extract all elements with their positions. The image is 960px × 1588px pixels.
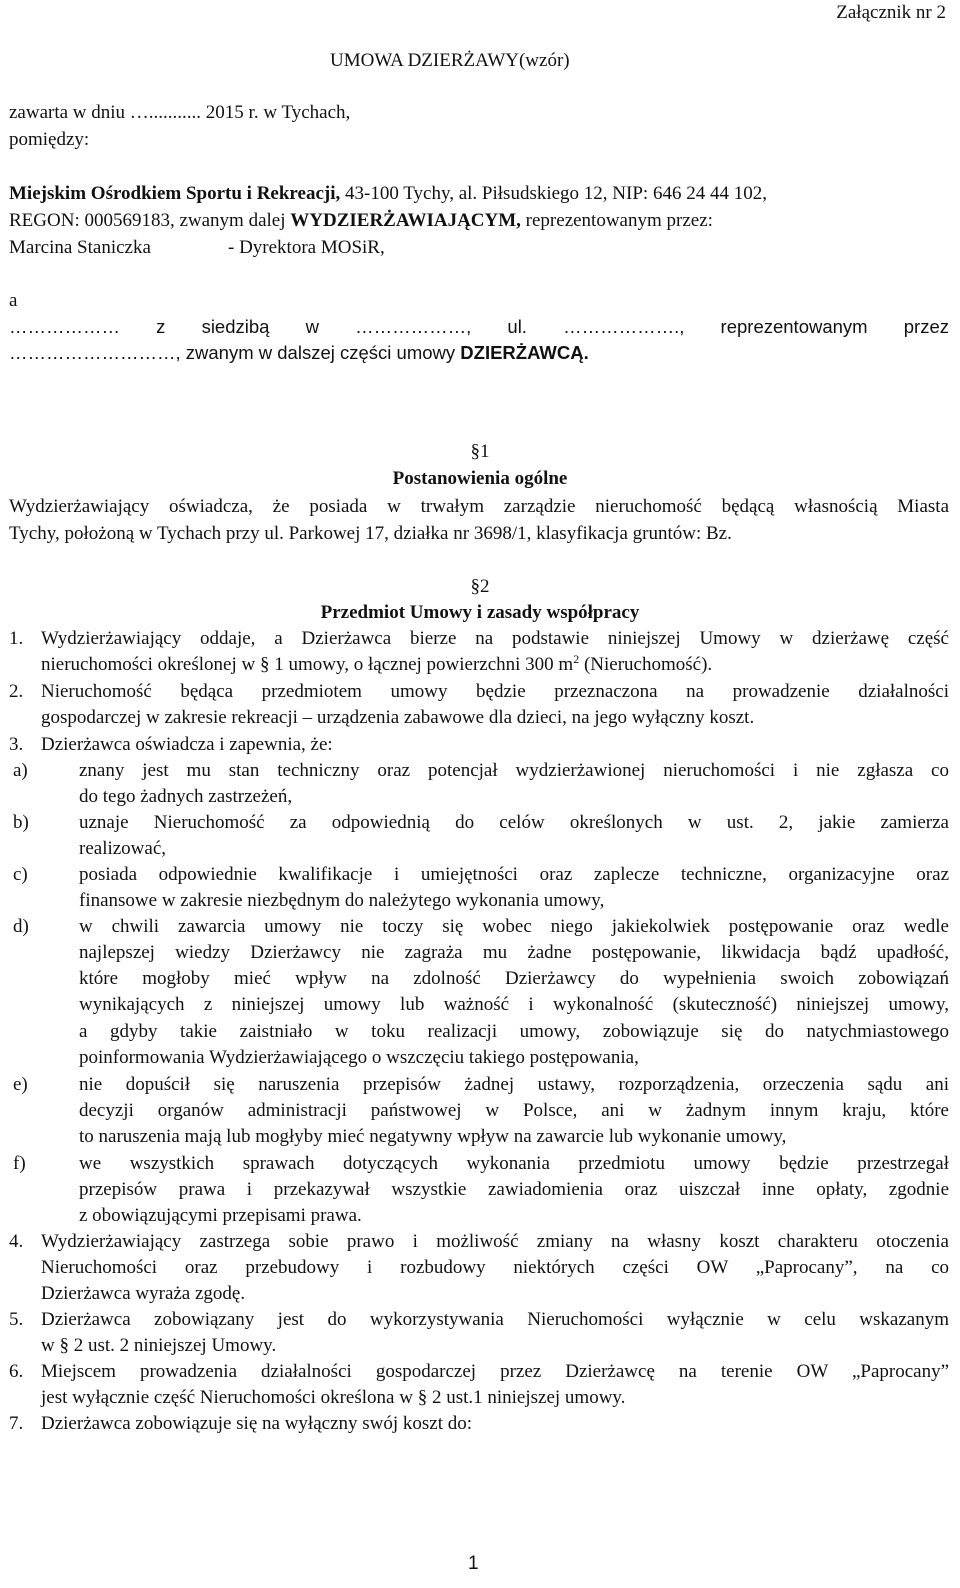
subitem-d-label: d) <box>13 916 29 937</box>
item-3-number: 3. <box>9 734 24 755</box>
subitem-d-line1: w chwili zawarcia umowy nie toczy się wobec niego jakiekolwiek postępowanie oraz wedle <box>79 916 949 937</box>
intro-date-line: zawarta w dniu …........... 2015 r. w Tychach, <box>9 102 351 123</box>
subitem-e-label: e) <box>13 1074 28 1095</box>
subitem-f-label: f) <box>13 1153 26 1174</box>
subitem-b-label: b) <box>13 812 29 833</box>
section-1-title: Postanowienia ogólne <box>392 468 568 489</box>
party2-line2-text: ………………………, zwanym w dalszej części umowy <box>9 342 461 363</box>
subitem-a-line2: do tego żadnych zastrzeżeń, <box>79 786 293 807</box>
item-5-line1: Dzierżawca zobowiązany jest do wykorzystywania Nieruchomości wyłącznie w celu wskazanym <box>41 1309 949 1330</box>
subitem-e-line2: decyzji organów administracji państwowej w Polsce, ani w żadnym innym kraju, które <box>79 1100 949 1121</box>
party2-line1: ……………… z siedzibą w ………………, ul. ………………., reprezentowanym przez <box>9 316 949 337</box>
party1-regon: REGON: 000569183, zwanym dalej <box>9 210 291 231</box>
item-4-line2: Nieruchomości oraz przebudowy i rozbudowy niektórych części OW „Paprocany”, na co <box>41 1257 949 1278</box>
subitem-f-line1: we wszystkich sprawach dotyczących wykonania przedmiotu umowy będzie przestrzegał <box>79 1153 949 1174</box>
party1-line2 <box>9 210 713 232</box>
subitem-c-line2: finansowe w zakresie niezbędnym do należytego wykonania umowy, <box>79 890 605 911</box>
item-1-line2 <box>41 654 949 676</box>
party1-line1 <box>9 183 767 205</box>
subitem-d-line4: wynikających z niniejszej umowy lub ważność i wykonalność (skuteczność) niniejszej umowy, <box>79 994 949 1015</box>
party2-a: a <box>9 290 18 311</box>
section-1-para-line2: Tychy, położoną w Tychach przy ul. Parkowej 17, działka nr 3698/1, klasyfikacja gruntów: Bz. <box>9 523 732 544</box>
document-title: UMOWA DZIERŻAWY(wzór) <box>330 50 570 71</box>
item-3-line1: Dzierżawca oświadcza i zapewnia, że: <box>41 734 333 755</box>
item-4-number: 4. <box>9 1231 24 1252</box>
item-4-line1: Wydzierżawiający zastrzega sobie prawo i możliwość zmiany na własny koszt charakteru otoczenia <box>41 1231 949 1252</box>
party2-role: DZIERŻAWCĄ. <box>460 342 589 363</box>
item-1-line2-end: (Nieruchomość). <box>579 654 713 675</box>
item-4-line3: Dzierżawca wyraża zgodę. <box>41 1283 246 1304</box>
item-6-number: 6. <box>9 1361 24 1382</box>
subitem-d-line6: poinformowania Wydzierżawiającego o wszczęciu takiego postępowania, <box>79 1047 639 1068</box>
subitem-a-line1: znany jest mu stan techniczny oraz potencjał wydzierżawionej nieruchomości i nie zgłasza co <box>79 760 949 781</box>
square-meter-superscript: 2 <box>573 652 580 666</box>
item-1-number: 1. <box>9 628 24 649</box>
party1-rep-title: - Dyrektora MOSiR, <box>228 237 385 258</box>
item-7-number: 7. <box>9 1413 24 1434</box>
party1-rep-name: Marcina Staniczka <box>9 237 151 258</box>
attachment-label: Załącznik nr 2 <box>836 2 946 23</box>
party1-address: 43-100 Tychy, al. Piłsudskiego 12, NIP: 646 24 44 102, <box>340 183 767 204</box>
subitem-e-line1: nie dopuścił się naruszenia przepisów żadnej ustawy, rozporządzenia, orzeczenia sądu ani <box>79 1074 949 1095</box>
subitem-f-line3: z obowiązującymi przepisami prawa. <box>79 1205 362 1226</box>
subitem-e-line3: to naruszenia mają lub mogłyby mieć negatywny wpływ na zawarcie lub wykonanie umowy, <box>79 1126 787 1147</box>
item-5-number: 5. <box>9 1309 24 1330</box>
subitem-c-label: c) <box>13 864 28 885</box>
subitem-a-label: a) <box>13 760 28 781</box>
section-1-sign: §1 <box>470 441 490 462</box>
section-2-title: Przedmiot Umowy i zasady współpracy <box>320 602 640 623</box>
section-1-para-line1: Wydzierżawiający oświadcza, że posiada w trwałym zarządzie nieruchomość będącą własnością Miasta <box>9 496 949 517</box>
party1-role: WYDZIERŻAWIAJĄCYM, <box>290 210 521 231</box>
party1-represented: reprezentowanym przez: <box>520 210 713 231</box>
section-2-sign: §2 <box>470 576 490 597</box>
item-1-line1: Wydzierżawiający oddaje, a Dzierżawca bierze na podstawie niniejszej Umowy w dzierżawę część <box>41 628 949 649</box>
item-2-number: 2. <box>9 681 24 702</box>
intro-between: pomiędzy: <box>9 129 90 150</box>
item-6-line2: jest wyłącznie część Nieruchomości określona w § 2 ust.1 niniejszej umowy. <box>41 1387 626 1408</box>
item-1-line2-text: nieruchomości określonej w § 1 umowy, o łącznej powierzchni 300 m <box>41 654 574 675</box>
item-7-line1: Dzierżawca zobowiązuje się na wyłączny swój koszt do: <box>41 1413 473 1434</box>
subitem-f-line2: przepisów prawa i przekazywał wszystkie zawiadomienia oraz uiszczał inne opłaty, zgodnie <box>79 1179 949 1200</box>
item-5-line2: w § 2 ust. 2 niniejszej Umowy. <box>41 1335 277 1356</box>
subitem-b-line1: uznaje Nieruchomość za odpowiednią do celów określonych w ust. 2, jakie zamierza <box>79 812 949 833</box>
page-number: 1 <box>468 1553 479 1574</box>
subitem-b-line2: realizować, <box>79 838 167 859</box>
item-6-line1: Miejscem prowadzenia działalności gospodarczej przez Dzierżawcę na terenie OW „Paprocany” <box>41 1361 949 1382</box>
subitem-d-line5: a gdyby takie zaistniało w toku realizacji umowy, zobowiązuje się do natychmiastowego <box>79 1021 949 1042</box>
subitem-c-line1: posiada odpowiednie kwalifikacje i umiejętności oraz zaplecze techniczne, organizacyjne oraz <box>79 864 949 885</box>
party1-name: Miejskim Ośrodkiem Sportu i Rekreacji, <box>9 183 341 204</box>
subitem-d-line2: najlepszej wiedzy Dzierżawcy nie zagraża mu żadne postępowanie, likwidacja bądź upadłość, <box>79 942 949 963</box>
party2-line2 <box>9 342 589 364</box>
item-2-line2: gospodarczej w zakresie rekreacji – urządzenia zabawowe dla dzieci, na jego wyłączny koszt. <box>41 707 755 728</box>
item-2-line1: Nieruchomość będąca przedmiotem umowy będzie przeznaczona na prowadzenie działalności <box>41 681 949 702</box>
subitem-d-line3: które mogłoby mieć wpływ na zdolność Dzierżawcy do wypełnienia swoich zobowiązań <box>79 968 949 989</box>
